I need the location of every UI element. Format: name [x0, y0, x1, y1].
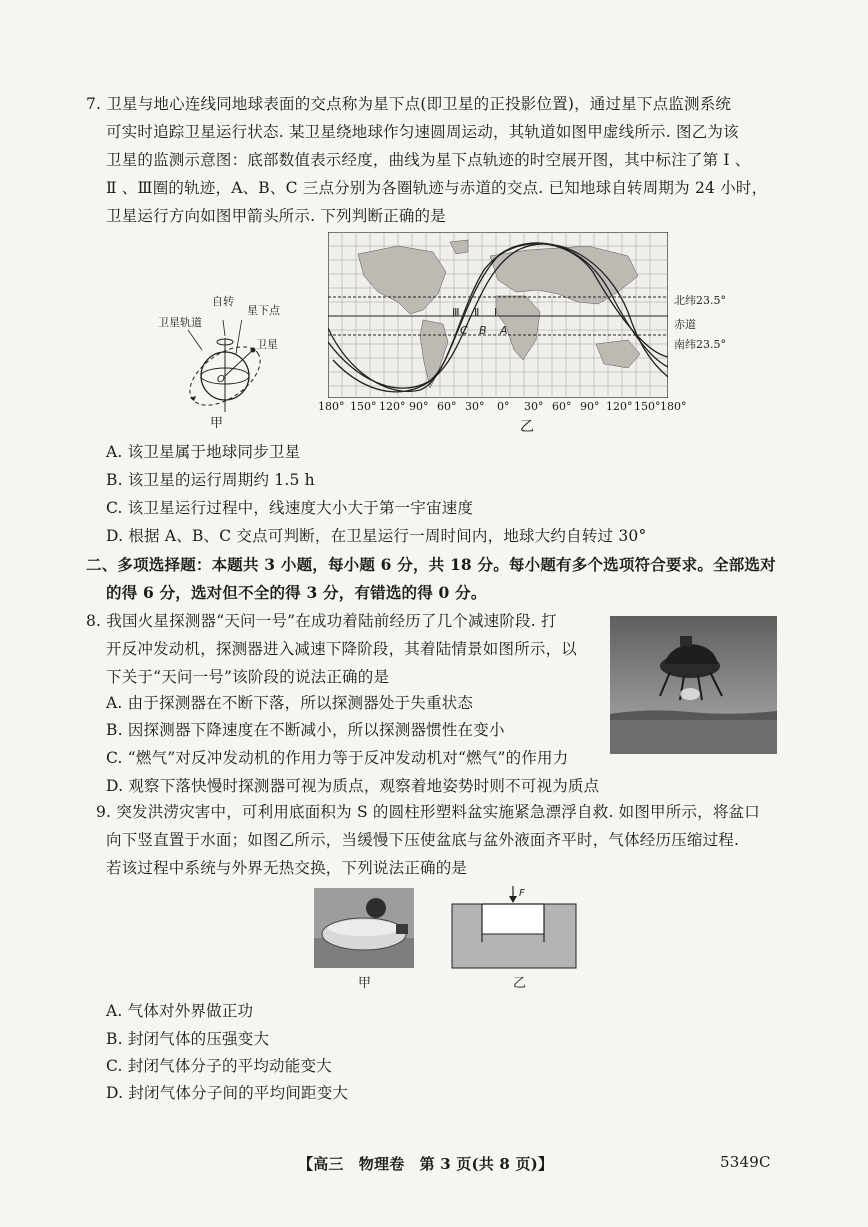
q8-line-2: 开反冲发动机，探测器进入减速下降阶段，其着陆情景如图所示，以 [106, 640, 578, 658]
tick-label: 180° [660, 400, 687, 413]
track-label-3: Ⅲ [452, 306, 460, 319]
q7-option-c: C. 该卫星运行过程中，线速度大小大于第一宇宙速度 [106, 499, 474, 517]
label-south-tropic: 南纬23.5° [674, 338, 726, 351]
label-north-tropic: 北纬23.5° [674, 294, 726, 307]
tick-label: 60° [552, 400, 572, 413]
q7-option-d: D. 根据 A、B、C 交点可判断，在卫星运行一周时间内，地球大约自转过 30° [106, 527, 647, 545]
q9-line-3: 若该过程中系统与外界无热交换，下列说法正确的是 [106, 859, 468, 877]
tick-label: 180° [318, 400, 345, 413]
track-label-2: Ⅱ [474, 306, 480, 319]
tick-label: 120° [606, 400, 633, 413]
q9-line-1: 9. 突发洪涝灾害中，可利用底面积为 S 的圆柱形塑料盆实施紧急漂浮自救. 如图甲所示，将盆口 [96, 803, 760, 821]
tick-label: 30° [465, 400, 485, 413]
section2-line-2: 的得 6 分，选对但不全的得 3 分，有错选的得 0 分。 [106, 583, 487, 602]
q7-line-2: 可实时追踪卫星运行状态. 某卫星绕地球作匀速圆周运动，其轨道如图甲虚线所示. 图乙为该 [106, 123, 739, 141]
tick-label: 120° [379, 400, 406, 413]
q8-line-1: 8. 我国火星探测器“天问一号”在成功着陆前经历了几个减速阶段. 打 [86, 612, 557, 630]
force-label: F [519, 888, 525, 899]
q9-line-2: 向下竖直置于水面；如图乙所示，当缓慢下压使盆底与盆外液面齐平时，气体经历压缩过程. [106, 831, 740, 849]
label-equator: 赤道 [674, 318, 696, 331]
point-c: C [460, 324, 468, 337]
q7-line-5: 卫星运行方向如图甲箭头所示. 下列判断正确的是 [106, 207, 446, 225]
tianwen-lander-photo [610, 616, 777, 754]
section2-line-1: 二、多项选择题：本题共 3 小题，每小题 6 分，共 18 分。每小题有多个选项符合要求。全部选对 [86, 555, 776, 574]
q7-line-1: 7. 卫星与地心连线同地球表面的交点称为星下点(即卫星的正投影位置)，通过星下点监测系统 [86, 95, 732, 113]
q8-option-d: D. 观察下落快慢时探测器可视为质点，观察着地姿势时则不可视为质点 [106, 777, 600, 795]
q7-option-a: A. 该卫星属于地球同步卫星 [106, 443, 301, 461]
figure-basin-photo [314, 888, 414, 968]
tick-label: 60° [437, 400, 457, 413]
tick-label: 0° [497, 400, 510, 413]
figure-jia-caption: 甲 [210, 416, 224, 431]
tick-label: 150° [350, 400, 377, 413]
q7-line-4: Ⅱ 、Ⅲ圈的轨迹，A、B、C 三点分别为各圈轨迹与赤道的交点. 已知地球自转周期为 24 小时， [106, 179, 768, 197]
q9-figure-jia-caption: 甲 [358, 976, 372, 991]
q9-option-c: C. 封闭气体分子的平均动能变大 [106, 1057, 332, 1075]
point-a: A [500, 324, 508, 337]
q7-option-b: B. 该卫星的运行周期约 1.5 h [106, 471, 315, 489]
exam-code: 5349C [720, 1153, 771, 1171]
label-zizhuan: 自转 [212, 295, 234, 308]
q8-option-a: A. 由于探测器在不断下落，所以探测器处于失重状态 [106, 694, 474, 712]
q8-option-c: C. “燃气”对反冲发动机的作用力等于反冲发动机对“燃气”的作用力 [106, 749, 569, 767]
tick-label: 90° [409, 400, 429, 413]
figure-yi-caption: 乙 [520, 419, 534, 435]
figure-basin-diagram [450, 884, 580, 970]
q9-figure-yi-caption: 乙 [513, 976, 527, 991]
label-xingxiadian: 星下点 [247, 304, 280, 317]
earth-center-label: O [217, 374, 225, 385]
tick-label: 150° [634, 400, 661, 413]
tick-label: 30° [524, 400, 544, 413]
q9-option-b: B. 封闭气体的压强变大 [106, 1030, 270, 1048]
label-weixing-guidao: 卫星轨道 [158, 316, 202, 329]
label-weixing: 卫星 [256, 338, 278, 351]
q8-option-b: B. 因探测器下降速度在不断减小，所以探测器惯性在变小 [106, 721, 505, 739]
page-footer: 【高三 物理卷 第 3 页(共 8 页)】 [298, 1155, 554, 1173]
q9-option-d: D. 封闭气体分子间的平均间距变大 [106, 1084, 349, 1102]
track-label-1: Ⅰ [494, 306, 498, 319]
point-b: B [479, 324, 487, 337]
tick-label: 90° [580, 400, 600, 413]
figure-yi-map [328, 232, 668, 398]
q9-option-a: A. 气体对外界做正功 [106, 1002, 254, 1020]
q8-line-3: 下关于“天问一号”该阶段的说法正确的是 [106, 668, 390, 686]
q7-line-3: 卫星的监测示意图：底部数值表示经度，曲线为星下点轨迹的时空展开图，其中标注了第 Ⅰ 、 [106, 151, 751, 169]
